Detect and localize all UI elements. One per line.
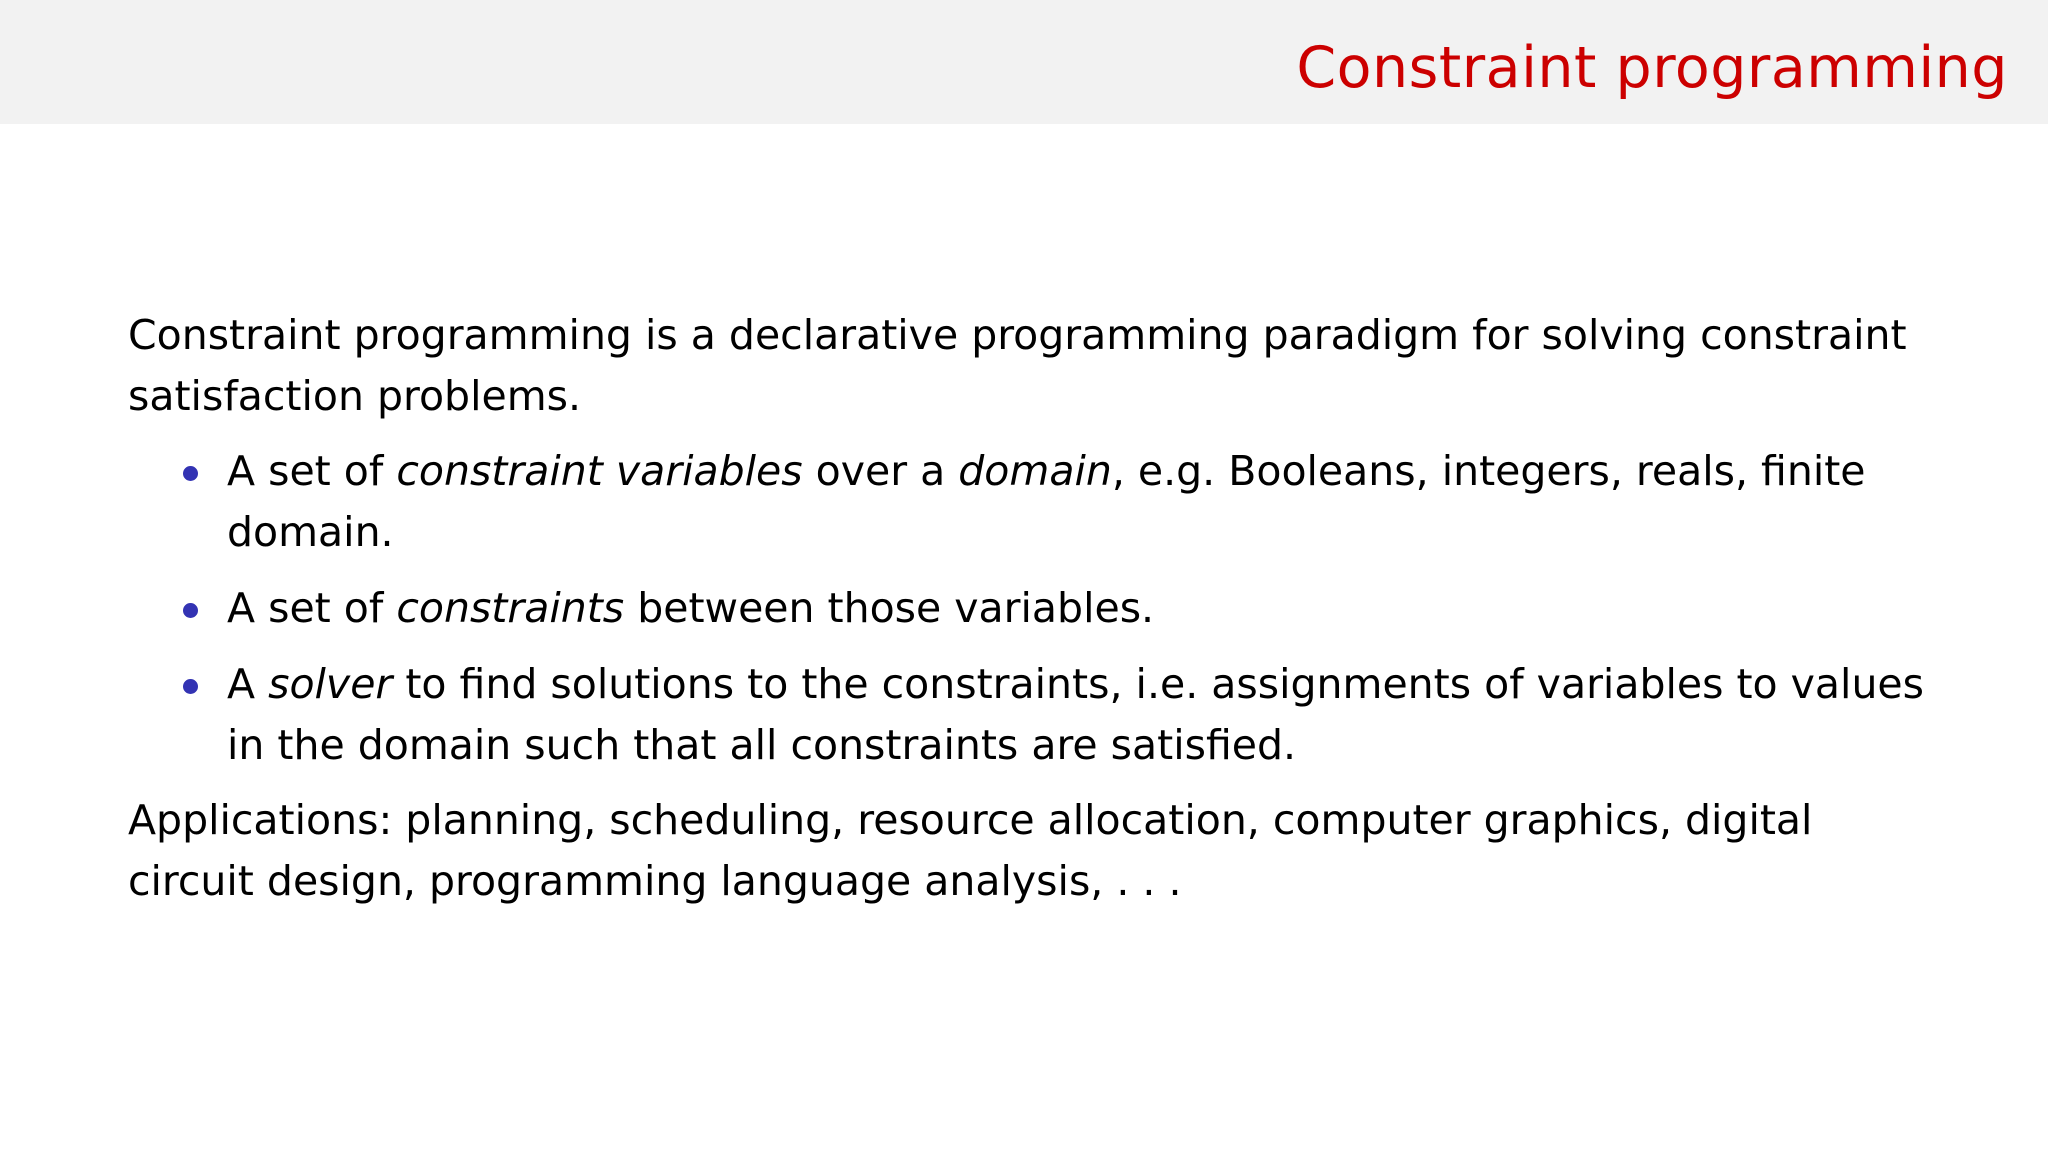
bullet-text: to find solutions to the constraints, i.e. assignments of variables to values — [392, 660, 1925, 708]
bullet-item-constraints — [128, 578, 1968, 639]
intro-line-2: satisfaction problems. — [128, 372, 582, 420]
bullet-emphasis: constraints — [396, 584, 625, 632]
bullet-item-solver — [128, 654, 1968, 776]
slide-title: Constraint programming — [1296, 35, 2008, 101]
bullet-text: A — [227, 660, 269, 708]
bullet-text: A set of — [227, 584, 397, 632]
bullet-item-variables — [128, 441, 1968, 563]
bullet-emphasis: solver — [268, 660, 393, 708]
bullet-line — [227, 578, 1968, 639]
header-bar — [0, 0, 2048, 124]
applications-paragraph — [128, 790, 1968, 912]
bullet-text: A set of — [227, 447, 397, 495]
intro-paragraph — [128, 305, 1968, 427]
bullet-text: between those variables. — [624, 584, 1155, 632]
bullet-text: over a — [802, 447, 959, 495]
bullet-dot-icon — [183, 679, 198, 694]
bullet-line-continued: domain. — [227, 508, 394, 556]
bullet-line — [227, 441, 1968, 502]
applications-line-1: Applications: planning, scheduling, resource allocation, computer graphics, digital — [128, 796, 1813, 844]
bullet-line — [227, 654, 1968, 715]
bullet-list — [128, 441, 1968, 776]
intro-line-1: Constraint programming is a declarative programming paradigm for solving constraint — [128, 311, 1907, 359]
bullet-dot-icon — [183, 603, 198, 618]
bullet-dot-icon — [183, 466, 198, 481]
bullet-line-continued: in the domain such that all constraints are satisfied. — [227, 721, 1297, 769]
bullet-text: , e.g. Booleans, integers, reals, finite — [1111, 447, 1866, 495]
slide-body — [128, 305, 1968, 912]
bullet-emphasis: constraint variables — [396, 447, 803, 495]
bullet-emphasis: domain — [958, 447, 1112, 495]
applications-line-2: circuit design, programming language analysis, . . . — [128, 857, 1182, 905]
